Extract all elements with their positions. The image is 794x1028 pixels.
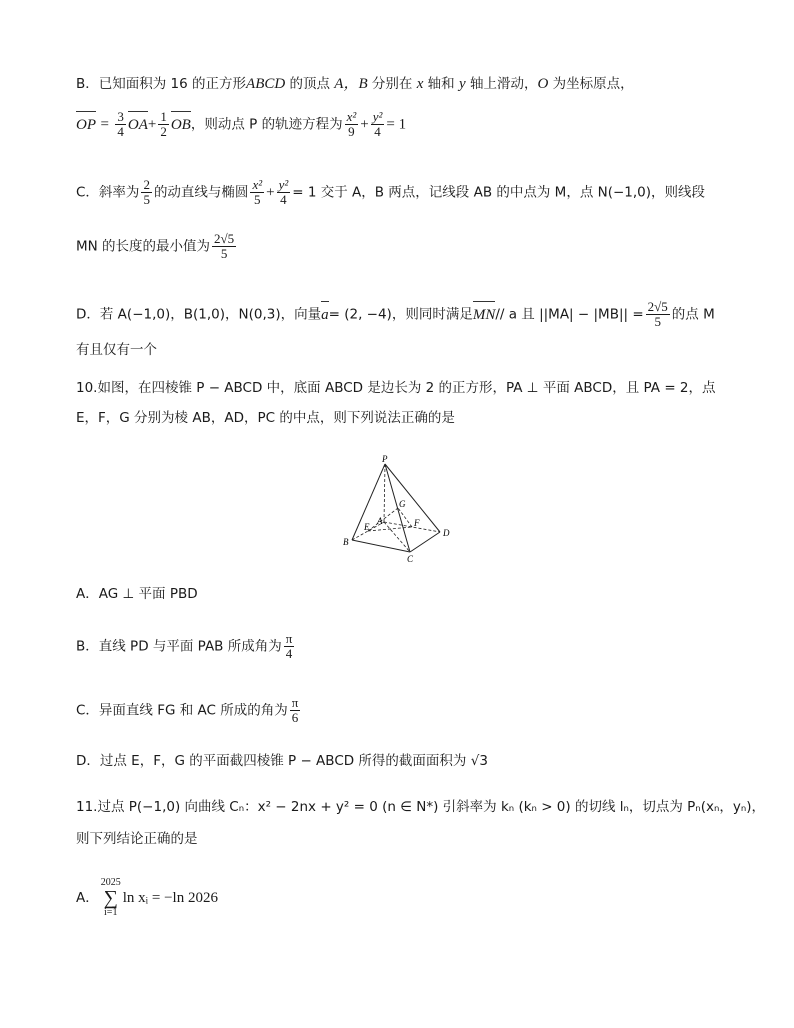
q11-option-a [76,878,754,918]
numerator: 3 [117,109,124,124]
denominator: 2 [160,124,167,139]
q10-option-a: A．AG ⊥ 平面 PBD [76,586,198,602]
numerator: y² [278,177,289,192]
denominator: 4 [285,646,293,661]
expression: ln xᵢ = −ln 2026 [122,890,218,906]
math: A，B [334,76,368,92]
text: = (2, −4)，则同时满足 [328,306,473,323]
fraction [371,110,385,139]
denominator: 5 [654,314,661,329]
equals: = [100,116,109,133]
fraction [115,110,126,139]
denominator: 5 [254,192,261,207]
text: D．若 A(−1,0)，B(1,0)，N(0,3)，向量 [76,306,322,323]
q9-option-b-line1 [76,74,754,94]
text: // a 且 ||MA| − |MB|| = [495,306,644,323]
denominator: 6 [291,710,299,725]
denominator: 9 [348,124,355,139]
label-c: C [407,554,414,564]
text: 分别在 [367,76,417,92]
math: y [458,76,466,92]
text: A． [76,890,99,906]
vector-a: a [321,306,329,323]
numerator: 1 [160,109,167,124]
denominator: 4 [280,192,287,207]
sum-upper: 2025 [100,877,121,888]
text: C．异面直线 FG 和 AC 所成的角为 [76,702,288,719]
sum-lower: i=1 [104,907,118,918]
fraction [158,110,169,139]
label-f: F [414,518,420,528]
q11-stem-line1: 11.过点 P(−1,0) 向曲线 Cₙ：x² − 2nx + y² = 0 (n ∈ N*) 引斜率为 kₙ (kₙ > 0) 的切线 lₙ，切点为 Pₙ(xₙ，yₙ)， [76,799,765,815]
fraction [212,232,236,261]
sigma-icon: ∑ [103,887,118,909]
denominator: 4 [374,124,381,139]
q9-option-c-line1: C．斜率为 $\frac{2}{5}$ 的动直线与椭圆 $\frac{\text{x²}}{5}$ + $\frac{\text{y²}}{4}$ = 1 交于 A，B 两点，记线段 AB 的中点为 M，点 N(−1,0)，则线段 [76,177,706,207]
text: 的动直线与椭圆 [153,184,249,201]
text: ，则动点 P 的轨迹方程为 [190,116,343,133]
q9-option-b-line2: OP = $\frac{3}{4}$ OA+ $\frac{1}{2}$ OB，则动点 P 的轨迹方程为 $\frac{\text{x²}}{9}$ + $\frac{\text{y²}}{4}$ = 1 [76,109,407,139]
text: B．直线 PD 与平面 PAB 所成角为 [76,638,282,655]
fraction [141,178,152,207]
q11-stem-line2: 则下列结论正确的是 [76,831,198,847]
fraction [277,178,291,207]
label-b: B [343,537,349,547]
text: 的顶点 [285,76,335,92]
text: 的点 M [671,306,715,323]
text: 轴上滑动， [465,76,538,92]
q10-option-c [76,696,754,725]
text: 轴和 [423,76,459,92]
denominator: 5 [143,192,150,207]
numerator: x² [346,109,357,124]
text: = 1 交于 A，B 两点，记线段 AB 的中点为 M，点 N(−1,0)，则线段 [292,184,706,201]
fraction [290,696,301,725]
math: ABCD [246,76,286,92]
text: B．已知面积为 16 的正方形 [76,76,247,92]
q10-stem-line2: E，F，G 分别为棱 AB，AD，PC 的中点，则下列说法正确的是 [76,410,455,426]
pyramid-figure [340,452,460,570]
q10-option-b [76,632,754,661]
vector-mn: MN [472,306,496,323]
text: C．斜率为 [76,184,140,201]
fraction [250,178,264,207]
label-d: D [443,528,450,538]
vector-op: OP [76,116,96,133]
vector-ob: OB [170,116,191,133]
q10-stem-line1: 10.如图，在四棱锥 P − ABCD 中，底面 ABCD 是边长为 2 的正方形，PA ⊥ 平面 ABCD，且 PA = 2，点 [76,380,716,396]
text: 为坐标原点， [548,76,634,92]
summation [101,878,121,918]
denominator: 4 [117,124,124,139]
label-g: G [399,499,406,509]
vector-oa: OA [127,116,148,133]
q9-option-d-line1 [76,300,754,329]
numerator: y² [372,109,383,124]
q9-option-d-line2: 有且仅有一个 [76,342,157,358]
numerator: π [291,695,299,710]
label-e: E [364,522,370,532]
numerator: 2√5 [214,231,235,246]
numerator: π [285,631,293,646]
numerator: 2√5 [647,299,668,314]
label-p: P [382,454,388,464]
math: x [416,76,424,92]
q9-option-c-line2 [76,232,754,261]
fraction [345,110,359,139]
fraction [646,300,670,329]
fraction [284,632,295,661]
numerator: 2 [143,177,150,192]
plus: + [147,116,157,133]
numerator: x² [252,177,263,192]
text: MN 的长度的最小值为 [76,238,211,255]
denominator: 5 [220,246,228,261]
math: O [537,76,549,92]
equation-end: = 1 [386,116,407,133]
label-a: A [377,516,383,526]
q10-option-d: D．过点 E，F，G 的平面截四棱锥 P − ABCD 所得的截面面积为 √3 [76,753,488,769]
